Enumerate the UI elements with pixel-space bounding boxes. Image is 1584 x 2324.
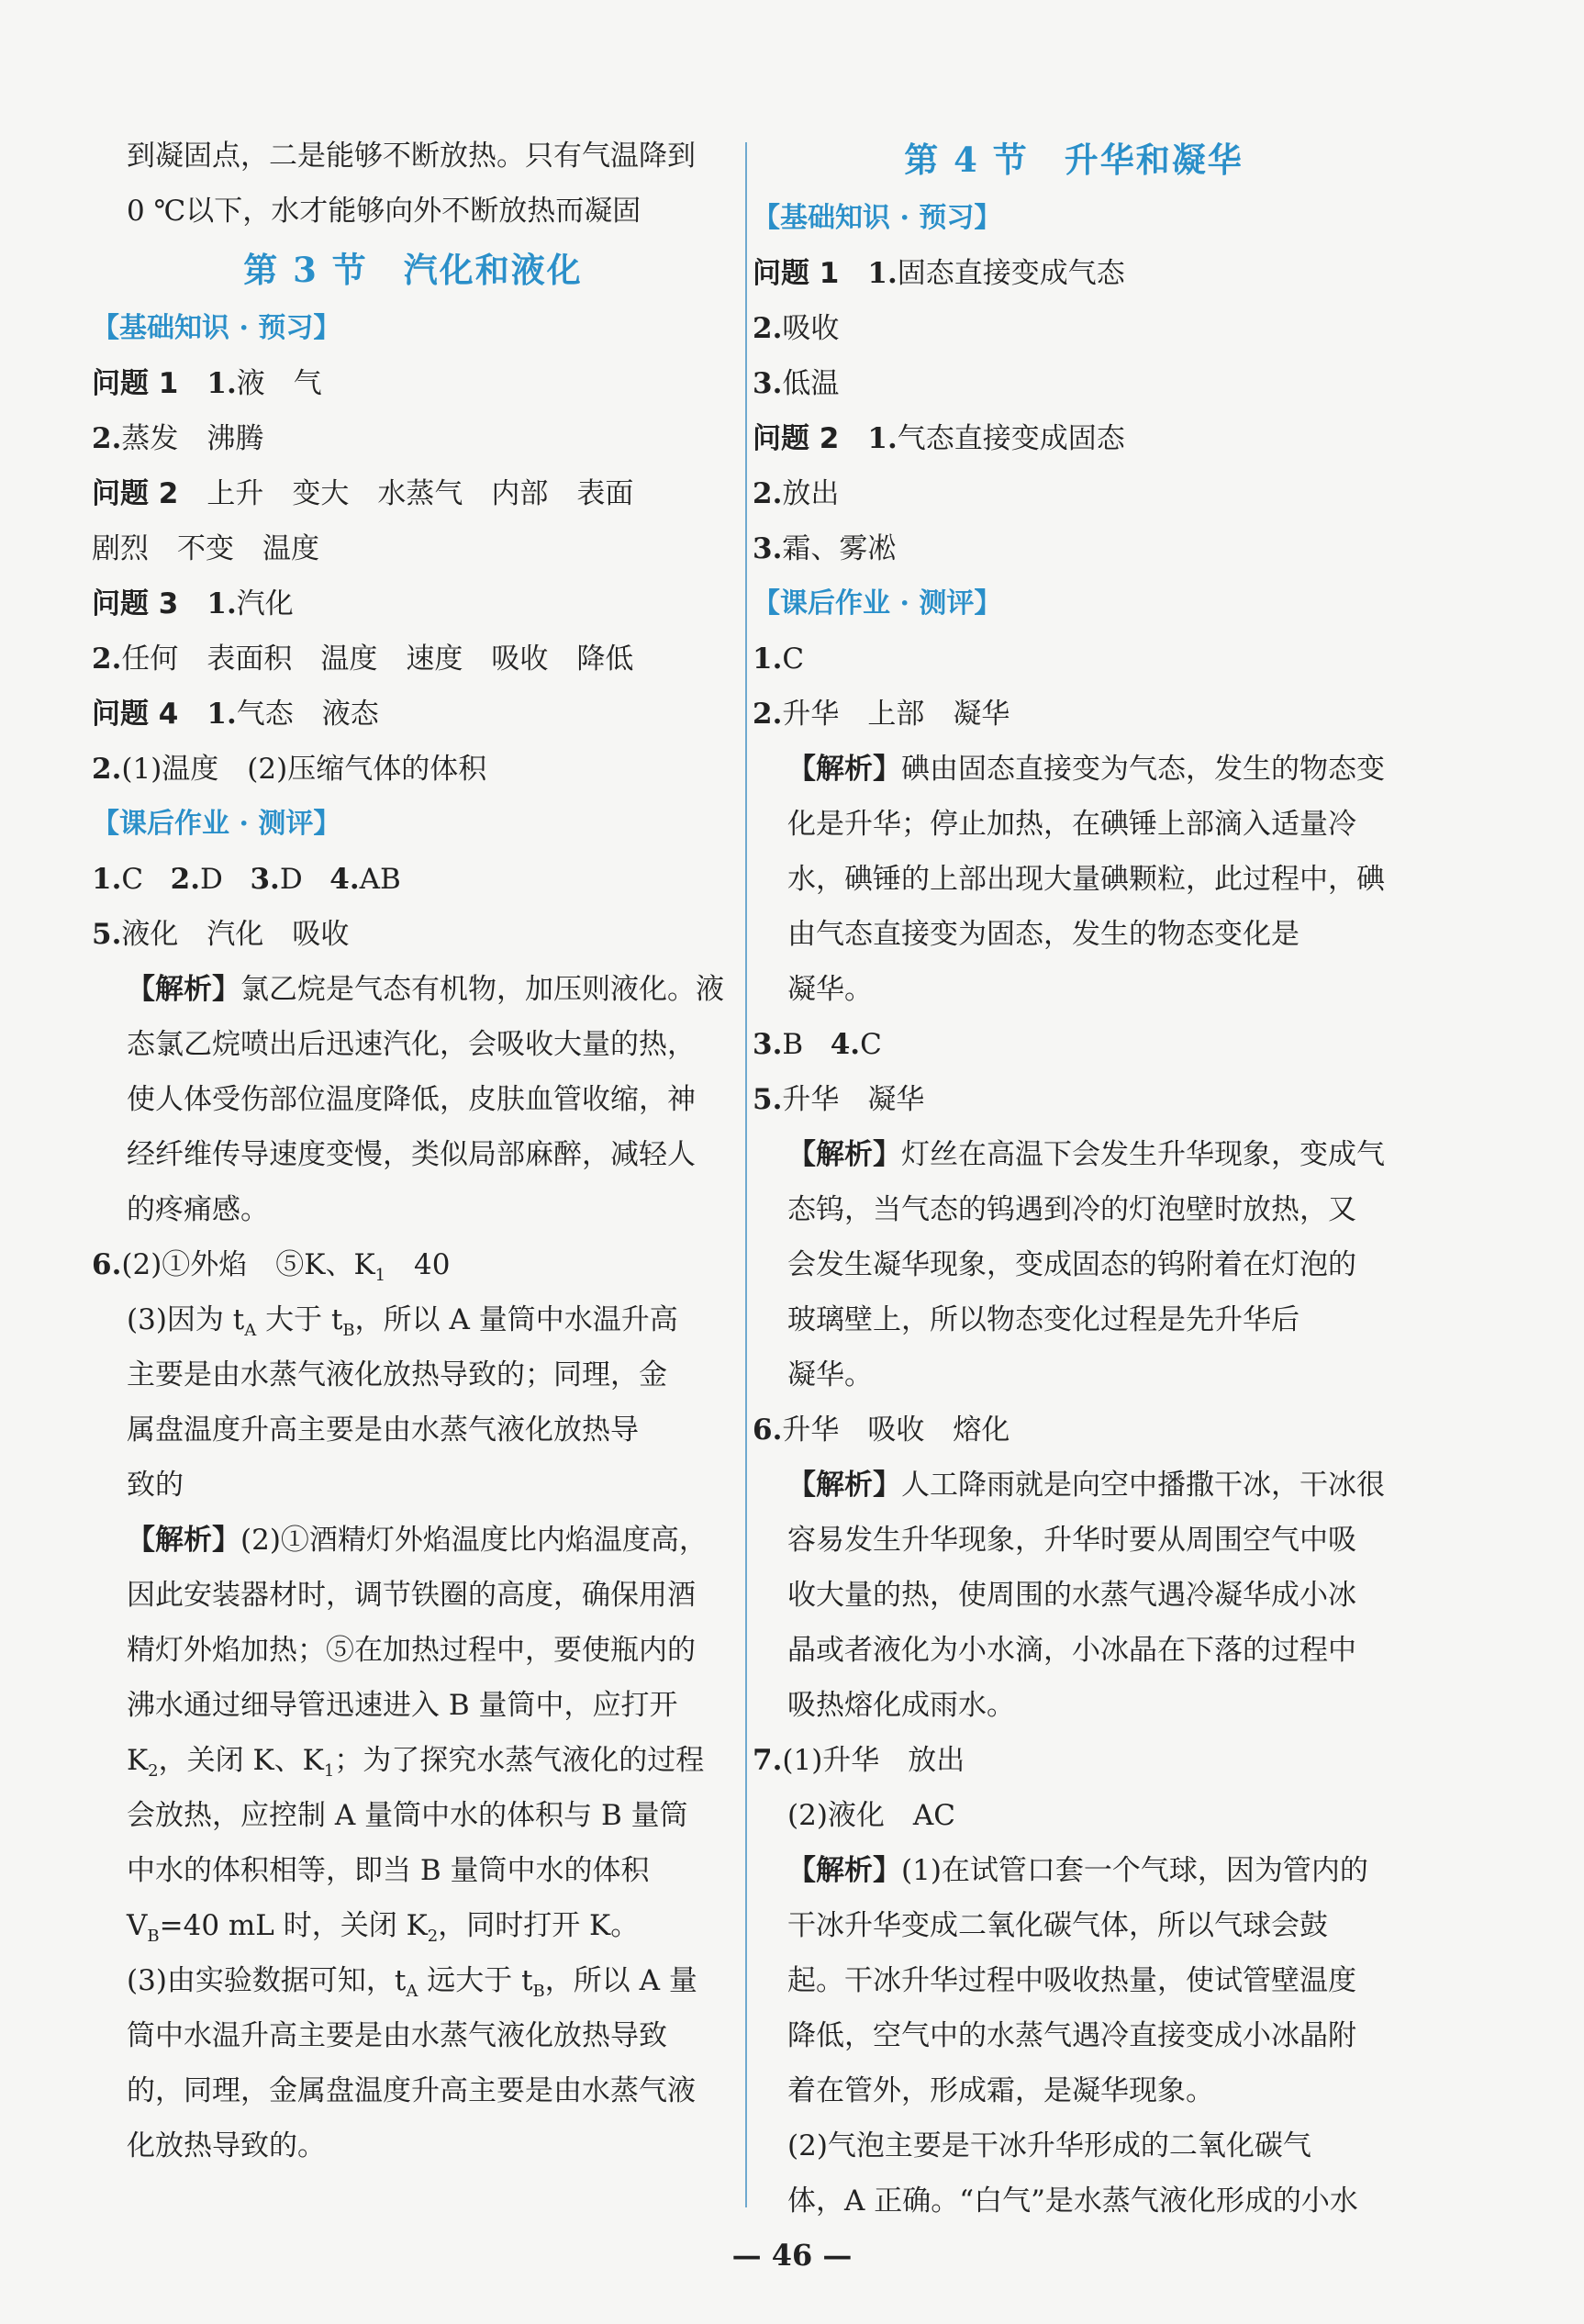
explanation-tag: 【解析】 (787, 1469, 901, 1502)
explanation-line: 晶或者液化为小水滴，小冰晶在下落的过程中 (787, 1634, 1356, 1667)
question-2-cont: 剧烈 不变 温度 (92, 532, 319, 565)
item-number: 3. (753, 367, 783, 400)
answer-line: (3)因为 $t_A$ 大于 $t_B$，所以 A 量筒中水温升高 (127, 1303, 678, 1341)
item-number: 2. (92, 422, 122, 455)
explanation-line: 使人体受伤部位温度降低，皮肤血管收缩，神 (127, 1083, 696, 1116)
question-label: 问题 2 (753, 422, 840, 455)
answer-text: B (782, 1028, 804, 1061)
homework-header: 【课后作业 · 测评】 (92, 808, 341, 840)
explanation-line: 的疼痛感。 (127, 1193, 269, 1226)
answer-text: (1)温度 (2)压缩气体的体积 (121, 753, 487, 786)
explanation-line: 干冰升华变成二氧化碳气体，所以气球会鼓 (787, 1909, 1328, 1942)
explanation-line: 由气态直接变为固态，发生的物态变化是 (787, 918, 1300, 951)
section-3-title: 第 3 节 汽化和液化 (243, 250, 583, 290)
answer-line: 主要是由水蒸气液化放热导致的；同理，金 (127, 1358, 667, 1391)
item-number: 2. (92, 753, 122, 786)
item-number: 2. (753, 312, 783, 345)
item-number: 6. (753, 1413, 783, 1447)
text-line: 0 ℃以下，水才能够向外不断放热而凝固 (127, 195, 641, 228)
answer-6: 6.(2)①外焰 ⑤K、$K_1$ 40 (92, 1248, 451, 1286)
explanation-line: 【解析】(1)在试管口套一个气球，因为管内的 (787, 1854, 1368, 1887)
item-number: 5. (92, 918, 122, 951)
explanation-line: 筒中水温升高主要是由水蒸气液化放热导致 (127, 2019, 667, 2052)
item-number: 5. (753, 1083, 783, 1116)
explanation-line: 【解析】人工降雨就是向空中播撒干冰，干冰很 (787, 1469, 1385, 1502)
item-number: 2. (753, 477, 783, 510)
answer-text: 液 气 (236, 367, 322, 400)
question-2 (753, 411, 1395, 466)
answer-text: 蒸发 沸腾 (121, 422, 264, 455)
explanation-line: 会放热，应控制 A 量筒中水的体积与 B 量筒 (127, 1799, 688, 1832)
explanation-line: 容易发生升华现象，升华时要从周围空气中吸 (787, 1524, 1356, 1557)
explanation-tag: 【解析】 (787, 1854, 901, 1887)
answer-text: 吸收 (782, 312, 840, 345)
explanation-line: 化放热导致的。 (127, 2129, 326, 2162)
answer-text: C (121, 863, 144, 896)
answer-text: 放出 (782, 477, 840, 510)
question-3-item-2 (92, 631, 734, 687)
item-number: 1. (753, 642, 783, 676)
answer-text: 任何 表面积 温度 速度 吸收 降低 (121, 642, 634, 676)
answer-text: 升华 凝华 (782, 1083, 925, 1116)
explanation-line: 态氯乙烷喷出后迅速汽化，会吸收大量的热， (127, 1028, 696, 1061)
explanation-line: 凝华。 (787, 1358, 873, 1391)
text-line: 到凝固点，二是能够不断放热。只有气温降到 (127, 140, 696, 173)
homework-header: 【课后作业 · 测评】 (753, 587, 1002, 620)
item-number: 7. (753, 1744, 783, 1777)
item-number: 2. (753, 698, 783, 731)
explanation-line: 化是升华；停止加热，在碘锤上部滴入适量冷 (787, 808, 1356, 841)
question-1 (92, 356, 734, 411)
item-number: 4. (329, 863, 360, 896)
answer-text: 升华 吸收 熔化 (782, 1413, 1010, 1447)
item-number: 1. (206, 367, 237, 400)
item-number: 6. (92, 1248, 122, 1281)
item-number: 1. (206, 698, 237, 731)
answer-text: C (782, 642, 805, 676)
explanation-line: 降低，空气中的水蒸气遇冷直接变成小冰晶附 (787, 2019, 1356, 2052)
question-2-item-3 (753, 521, 1395, 576)
explanation-text: 氯乙烷是气态有机物，加压则液化。液 (240, 973, 724, 1006)
answer-6 (753, 1402, 1395, 1458)
column-divider (745, 142, 747, 2207)
item-number: 1. (867, 257, 898, 290)
question-1-item-3 (753, 356, 1395, 411)
explanation-line: 体，A 正确。“白气”是水蒸气液化形成的小水 (787, 2184, 1358, 2218)
explanation-line: (3)由实验数据可知，$t_A$ 远大于 $t_B$，所以 A 量 (127, 1964, 697, 2002)
explanation-line: 中水的体积相等，即当 B 量筒中水的体积 (127, 1854, 650, 1887)
answer-text: 固态直接变成气态 (897, 257, 1125, 290)
item-number: 2. (170, 863, 201, 896)
question-3 (92, 576, 734, 631)
page-number: — 46 — (731, 2238, 853, 2273)
question-label: 问题 4 (92, 698, 179, 731)
explanation-tag: 【解析】 (127, 973, 240, 1006)
question-label: 问题 2 (92, 477, 179, 510)
explanation-tag: 【解析】 (127, 1524, 240, 1557)
section-4-title: 第 4 节 升华和凝华 (904, 140, 1244, 180)
answer-text: 霜、雾凇 (782, 532, 897, 565)
explanation-line: 的，同理，金属盘温度升高主要是由水蒸气液 (127, 2074, 696, 2107)
explanation-line: 会发生凝华现象，变成固态的钨附着在灯泡的 (787, 1248, 1356, 1281)
explanation-line: 因此安装器材时，调节铁圈的高度，确保用酒 (127, 1579, 696, 1612)
explanation-line: 凝华。 (787, 973, 873, 1006)
explanation-line (92, 962, 734, 1017)
explanation-line: 【解析】(2)①酒精灯外焰温度比内焰温度高， (127, 1524, 708, 1557)
explanation-line: 【解析】灯丝在高温下会发生升华现象，变成气 (787, 1138, 1385, 1171)
answers-3-4 (753, 1017, 1395, 1072)
item-number: 4. (830, 1028, 861, 1061)
item-number: 3. (753, 532, 783, 565)
answer-line: 属盘温度升高主要是由水蒸气液化放热导 (127, 1413, 639, 1447)
answer-text: 气态直接变成固态 (897, 422, 1125, 455)
explanation-tag: 【解析】 (787, 753, 901, 786)
question-label: 问题 3 (92, 587, 179, 620)
question-2 (92, 466, 734, 521)
explanation-line: 经纤维传导速度变慢，类似局部麻醉，减轻人 (127, 1138, 696, 1171)
question-4 (92, 687, 734, 742)
item-number: 1. (92, 863, 122, 896)
answers-1-4 (92, 852, 734, 907)
explanation-line: $K_2$，关闭 K、$K_1$；为了探究水蒸气液化的过程 (127, 1744, 705, 1782)
explanation-line: 着在管外，形成霜，是凝华现象。 (787, 2074, 1214, 2107)
explanation-line: 起。干冰升华过程中吸收热量，使试管壁温度 (787, 1964, 1356, 1997)
item-number: 3. (250, 863, 280, 896)
question-1-item-2 (753, 301, 1395, 356)
explanation-line: 态钨，当气态的钨遇到冷的灯泡壁时放热，又 (787, 1193, 1356, 1226)
answer-text: (1)升华 放出 (782, 1744, 965, 1777)
answer-text: 上升 变大 水蒸气 内部 表面 (206, 477, 634, 510)
explanation-line: (2)气泡主要是干冰升华形成的二氧化碳气 (787, 2129, 1311, 2162)
answer-text: 低温 (782, 367, 840, 400)
question-1 (753, 246, 1395, 301)
answer-1 (753, 631, 1395, 687)
answer-text: D (279, 863, 303, 896)
explanation-line: 水，碘锤的上部出现大量碘颗粒，此过程中，碘 (787, 863, 1385, 896)
answer-5 (753, 1072, 1395, 1127)
answer-line: (2)液化 AC (787, 1799, 956, 1832)
item-number: 3. (753, 1028, 783, 1061)
answer-text: C (860, 1028, 882, 1061)
explanation-line: 吸热熔化成雨水。 (787, 1689, 1015, 1722)
left-column (92, 128, 734, 2173)
answer-text: 汽化 (236, 587, 294, 620)
question-label: 问题 1 (92, 367, 179, 400)
prep-header: 【基础知识 · 预习】 (753, 202, 1002, 234)
answer-5 (92, 907, 734, 962)
explanation-line: 玻璃壁上，所以物态变化过程是先升华后 (787, 1303, 1300, 1336)
question-label: 问题 1 (753, 257, 840, 290)
explanation-tag: 【解析】 (787, 1138, 901, 1171)
answer-2 (753, 687, 1395, 742)
explanation-line: 精灯外焰加热；⑤在加热过程中，要使瓶内的 (127, 1634, 696, 1667)
answer-text: 升华 上部 凝华 (782, 698, 1010, 731)
answer-text: 液化 汽化 吸收 (121, 918, 350, 951)
answer-text: 气态 液态 (236, 698, 379, 731)
answer-text: D (200, 863, 223, 896)
explanation-line: 收大量的热，使周围的水蒸气遇冷凝华成小冰 (787, 1579, 1356, 1612)
prep-header: 【基础知识 · 预习】 (92, 312, 341, 344)
answer-line: 致的 (127, 1469, 184, 1502)
explanation-line: 【解析】碘由固态直接变为气态，发生的物态变 (787, 753, 1385, 786)
question-1-item-2 (92, 411, 734, 466)
item-number: 1. (206, 587, 237, 620)
question-2-item-2 (753, 466, 1395, 521)
answer-7 (753, 1733, 1395, 1788)
explanation-line: 沸水通过细导管迅速进入 B 量筒中，应打开 (127, 1689, 678, 1722)
explanation-line: $V_B=40$ mL 时，关闭 $K_2$，同时打开 K。 (127, 1909, 640, 1947)
item-number: 2. (92, 642, 122, 676)
answer-text: AB (359, 863, 401, 896)
right-column (753, 128, 1395, 2229)
question-4-item-2 (92, 742, 734, 797)
item-number: 1. (867, 422, 898, 455)
